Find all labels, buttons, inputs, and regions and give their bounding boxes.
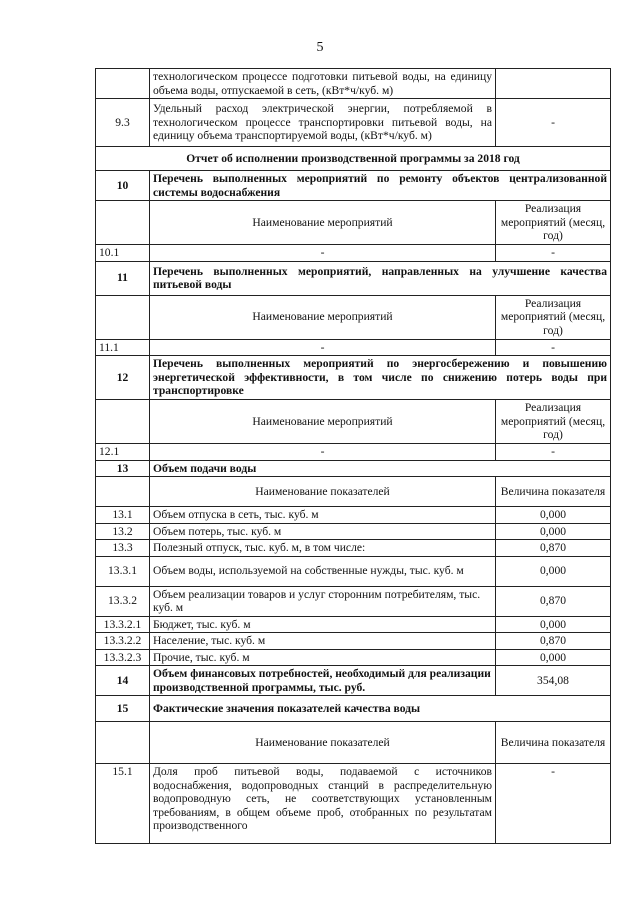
section-10-column-header-row xyxy=(96,201,611,245)
row-value: 0,000 xyxy=(496,523,611,540)
row-number: 13.3 xyxy=(96,540,150,557)
section-number: 12 xyxy=(96,356,150,400)
row-text: Население, тыс. куб. м xyxy=(150,633,496,650)
section-15-column-header-row xyxy=(96,722,611,764)
table-row xyxy=(96,649,611,666)
section-number: 15 xyxy=(96,696,150,722)
section-number: 14 xyxy=(96,666,150,696)
column-header-name: Наименование мероприятий xyxy=(150,295,496,339)
section-13-column-header-row xyxy=(96,477,611,507)
table-row xyxy=(96,633,611,650)
row-value: - xyxy=(496,99,611,147)
table-row xyxy=(96,616,611,633)
row-value: 0,000 xyxy=(496,556,611,586)
column-header-implementation: Реализация мероприятий (месяц, год) xyxy=(496,400,611,444)
column-header-name: Наименование мероприятий xyxy=(150,201,496,245)
section-13-header-row xyxy=(96,460,611,477)
section-title: Объем финансовых потребностей, необходимый для реализации производственной программы, тыс. руб. xyxy=(150,666,496,696)
production-program-table xyxy=(95,68,611,844)
row-text: Прочие, тыс. куб. м xyxy=(150,649,496,666)
column-header-name: Наименование показателей xyxy=(150,722,496,764)
section-title: Объем подачи воды xyxy=(150,460,611,477)
column-header-name: Наименование показателей xyxy=(150,477,496,507)
row-number: 11.1 xyxy=(96,339,150,356)
row-text: Доля проб питьевой воды, подаваемой с источников водоснабжения, водопроводных станций в распределительную водопроводную сеть, не соответствующих установленным требованиям, в общем объеме проб, отобранных по результатам производственного xyxy=(150,764,496,844)
row-number: 13.3.2.3 xyxy=(96,649,150,666)
row-text: - xyxy=(150,245,496,262)
table-row xyxy=(96,523,611,540)
table-row xyxy=(96,507,611,524)
table-row xyxy=(96,586,611,616)
section-title: Перечень выполненных мероприятий по ремонту объектов централизованной системы водоснабжения xyxy=(150,171,611,201)
section-number: 13 xyxy=(96,460,150,477)
section-14-row xyxy=(96,666,611,696)
row-number: 15.1 xyxy=(96,764,150,844)
empty-cell xyxy=(96,722,150,764)
table-row-12-1 xyxy=(96,444,611,461)
row-number: 9.3 xyxy=(96,99,150,147)
section-title: Перечень выполненных мероприятий по энергосбережению и повышению энергетической эффективности, в том числе по снижению потерь воды при транспортировке xyxy=(150,356,611,400)
empty-cell xyxy=(96,400,150,444)
empty-cell xyxy=(96,477,150,507)
page-number: 5 xyxy=(316,40,324,55)
row-number: 13.2 xyxy=(96,523,150,540)
row-value: 0,000 xyxy=(496,616,611,633)
table-row-9-continuation xyxy=(96,69,611,99)
section-title: Фактические значения показателей качества воды xyxy=(150,696,611,722)
column-header-name: Наименование мероприятий xyxy=(150,400,496,444)
row-number: 13.3.2.2 xyxy=(96,633,150,650)
row-text: Объем реализации товаров и услуг сторонним потребителям, тыс. куб. м xyxy=(150,586,496,616)
row-value: - xyxy=(496,245,611,262)
row-number: 10.1 xyxy=(96,245,150,262)
section-12-header-row xyxy=(96,356,611,400)
row-text: - xyxy=(150,444,496,461)
report-header-row xyxy=(96,147,611,171)
section-title: Перечень выполненных мероприятий, направленных на улучшение качества питьевой воды xyxy=(150,261,611,295)
table-row-10-1 xyxy=(96,245,611,262)
empty-cell xyxy=(96,295,150,339)
report-header: Отчет об исполнении производственной программы за 2018 год xyxy=(96,147,611,171)
table-row-9-3 xyxy=(96,99,611,147)
column-header-value: Величина показателя xyxy=(496,477,611,507)
row-text: Объем воды, используемой на собственные нужды, тыс. куб. м xyxy=(150,556,496,586)
table-row-11-1 xyxy=(96,339,611,356)
table-row-15-1 xyxy=(96,764,611,844)
empty-cell xyxy=(96,201,150,245)
section-11-header-row xyxy=(96,261,611,295)
section-15-header-row xyxy=(96,696,611,722)
row-number: 13.3.1 xyxy=(96,556,150,586)
row-value: 0,870 xyxy=(496,586,611,616)
row-value: 0,000 xyxy=(496,649,611,666)
section-number: 11 xyxy=(96,261,150,295)
column-header-implementation: Реализация мероприятий (месяц, год) xyxy=(496,201,611,245)
row-text: Полезный отпуск, тыс. куб. м, в том числе: xyxy=(150,540,496,557)
row-number-cell xyxy=(96,69,150,99)
row-text: Бюджет, тыс. куб. м xyxy=(150,616,496,633)
column-header-implementation: Реализация мероприятий (месяц, год) xyxy=(496,295,611,339)
row-value: 0,870 xyxy=(496,540,611,557)
row-number: 13.1 xyxy=(96,507,150,524)
row-value-cell xyxy=(496,69,611,99)
row-value: - xyxy=(496,764,611,844)
row-9-continuation-text: технологическом процессе подготовки питьевой воды, на единицу объема воды, отпускаемой в сеть, (кВт*ч/куб. м) xyxy=(150,69,496,99)
row-number: 12.1 xyxy=(96,444,150,461)
row-value: - xyxy=(496,444,611,461)
column-header-value: Величина показателя xyxy=(496,722,611,764)
row-number: 13.3.2.1 xyxy=(96,616,150,633)
row-text: Объем отпуска в сеть, тыс. куб. м xyxy=(150,507,496,524)
row-number: 13.3.2 xyxy=(96,586,150,616)
table-row xyxy=(96,556,611,586)
row-value: - xyxy=(496,339,611,356)
row-value: 0,870 xyxy=(496,633,611,650)
row-text: Удельный расход электрической энергии, потребляемой в технологическом процессе транспортировки питьевой воды, на единицу объема транспортируемой воды, (кВт*ч/куб. м) xyxy=(150,99,496,147)
row-text: Объем потерь, тыс. куб. м xyxy=(150,523,496,540)
row-value: 0,000 xyxy=(496,507,611,524)
row-text: - xyxy=(150,339,496,356)
section-11-column-header-row xyxy=(96,295,611,339)
section-number: 10 xyxy=(96,171,150,201)
section-10-header-row xyxy=(96,171,611,201)
table-row xyxy=(96,540,611,557)
section-value: 354,08 xyxy=(496,666,611,696)
section-12-column-header-row xyxy=(96,400,611,444)
